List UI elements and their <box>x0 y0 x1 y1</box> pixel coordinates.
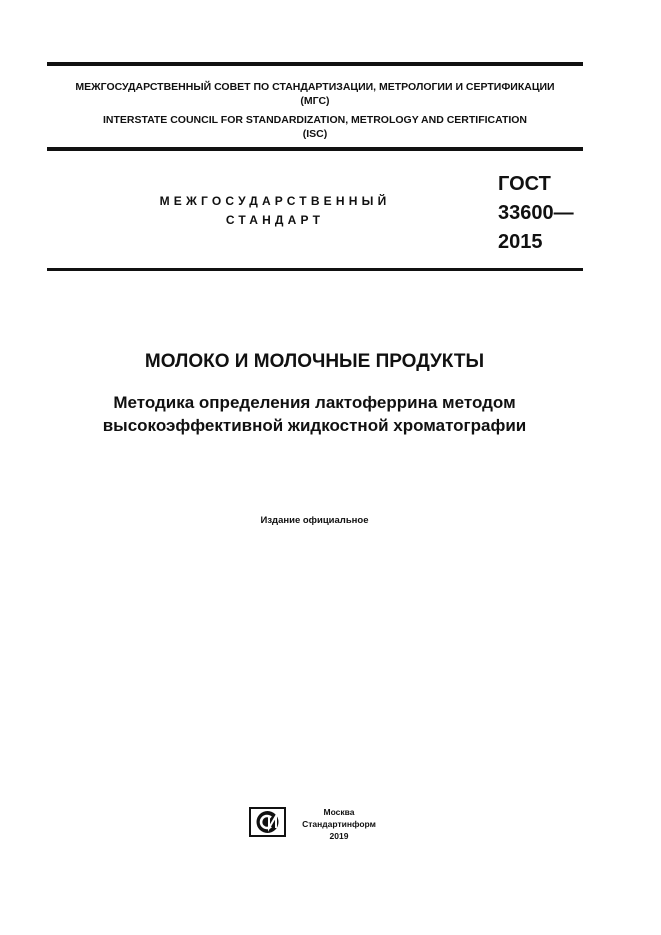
document-title: МОЛОКО И МОЛОЧНЫЕ ПРОДУКТЫ <box>144 351 485 372</box>
document-subtitle-line2: высокоэффективной жидкостной хроматографии <box>102 416 527 435</box>
document-subtitle-line1: Методика определения лактоферрина методом <box>113 393 516 412</box>
gost-label: ГОСТ <box>498 173 551 195</box>
top-divider <box>47 62 583 66</box>
standartinform-logo-icon <box>249 807 286 837</box>
edition-label: Издание официальное <box>260 515 369 526</box>
council-en-name: INTERSTATE COUNCIL FOR STANDARDIZATION, METROLOGY AND CERTIFICATION <box>102 114 528 126</box>
council-en-abbr: (ISC) <box>302 128 328 140</box>
council-en <box>47 113 583 141</box>
standard-kind-line2: СТАНДАРТ <box>225 213 325 227</box>
publisher-city: Москва <box>323 807 355 817</box>
gost-year: 2015 <box>498 231 543 253</box>
gost-designation <box>498 170 574 257</box>
publisher-imprint <box>292 806 386 842</box>
bottom-divider <box>47 268 583 271</box>
council-ru-abbr: (МГС) <box>300 95 330 107</box>
gost-number: 33600— <box>498 202 574 224</box>
council-ru-name: МЕЖГОСУДАРСТВЕННЫЙ СОВЕТ ПО СТАНДАРТИЗАЦИИ, МЕТРОЛОГИИ И СЕРТИФИКАЦИИ <box>75 81 555 93</box>
publisher-name: Стандартинформ <box>302 819 376 829</box>
publisher-year: 2019 <box>329 831 349 841</box>
standard-kind-line1: МЕЖГОСУДАРСТВЕННЫЙ <box>159 194 391 208</box>
council-ru <box>47 80 583 108</box>
middle-divider <box>47 147 583 151</box>
